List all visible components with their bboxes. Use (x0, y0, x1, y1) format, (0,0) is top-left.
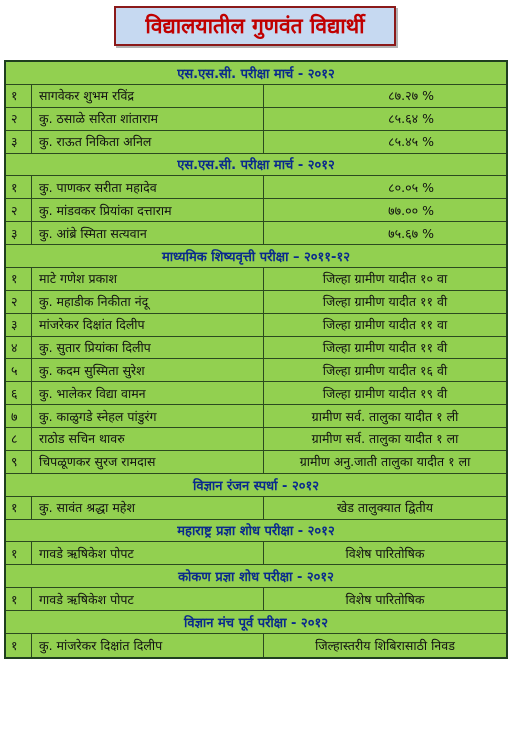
student-name: कु. सुतार प्रियांका दिलीप (32, 337, 264, 359)
result-value: ग्रामीण अनु.जाती तालुका यादीत १ ला (299, 454, 471, 470)
student-name: कु. महाडीक निकीता नंदू (32, 291, 264, 313)
table-row (6, 131, 506, 154)
student-name: मांजरेकर दिक्षांत दिलीप (32, 314, 264, 336)
table-row (6, 268, 506, 291)
result-value: जिल्हा ग्रामीण यादीत ११ वी (322, 294, 448, 310)
row-number: ६ (6, 382, 32, 404)
section-heading: महाराष्ट्र प्रज्ञा शोध परीक्षा - २०१२ (6, 520, 506, 543)
student-name: कु. पाणकर सरीता महादेव (32, 176, 264, 198)
row-number: ९ (6, 451, 32, 473)
student-name: कु. ठसाळे सरिता शांताराम (32, 108, 264, 130)
result-value: जिल्हा ग्रामीण यादीत १० वा (322, 271, 448, 287)
table-row (6, 497, 506, 520)
section-heading: एस.एस.सी. परीक्षा मार्च - २०१२ (6, 154, 506, 177)
table-row (6, 382, 506, 405)
table-row (6, 337, 506, 360)
section-heading: विज्ञान रंजन स्पर्धा - २०१२ (6, 474, 506, 497)
result-value: ग्रामीण सर्व. तालुका यादीत १ ली (311, 408, 459, 424)
result-value: जिल्हा ग्रामीण यादीत १९ वी (322, 385, 448, 401)
student-name: राठोड सचिन थावरु (32, 428, 264, 450)
student-name: कु. राऊत निकिता अनिल (32, 131, 264, 153)
student-name: कु. आंब्रे स्मिता सत्यवान (32, 222, 264, 244)
row-number: ४ (6, 337, 32, 359)
section-heading: विज्ञान मंच पूर्व परीक्षा - २०१२ (6, 611, 506, 634)
student-name: गावडे ऋषिकेश पोपट (32, 542, 264, 564)
student-name: माटे गणेश प्रकाश (32, 268, 264, 290)
student-name: कु. कदम सुस्मिता सुरेश (32, 359, 264, 381)
result-value: ८०.०५ % (388, 179, 434, 195)
page-title: विद्यालयातील गुणवंत विद्यार्थी (114, 6, 396, 46)
results-table (4, 60, 508, 659)
row-number: ७ (6, 405, 32, 427)
section-heading: माध्यमिक शिष्यवृत्ती परीक्षा – २०११-१२ (6, 245, 506, 268)
table-row (6, 428, 506, 451)
student-name: सागवेकर शुभम रविंद्र (32, 85, 264, 107)
result-value: ८७.२७ % (388, 88, 434, 104)
result-value: जिल्हास्तरीय शिबिरासाठी निवड (315, 637, 455, 653)
result-value: जिल्हा ग्रामीण यादीत ११ वी (322, 339, 448, 355)
row-number: १ (6, 542, 32, 564)
row-number: १ (6, 588, 32, 610)
result-value: ८५.४५ % (388, 134, 434, 150)
table-row (6, 359, 506, 382)
result-value: जिल्हा ग्रामीण यादीत ११ वा (322, 317, 448, 333)
result-value: विशेष पारितोषिक (345, 591, 425, 607)
table-row (6, 588, 506, 611)
result-value: ७५.६७ % (388, 225, 434, 241)
student-name: कु. मांडवकर प्रियांका दत्ताराम (32, 199, 264, 221)
table-row (6, 405, 506, 428)
table-row (6, 85, 506, 108)
table-row (6, 108, 506, 131)
table-row (6, 542, 506, 565)
table-row (6, 291, 506, 314)
student-name: कु. काळुगडे स्नेहल पांडुरंग (32, 405, 264, 427)
row-number: १ (6, 85, 32, 107)
result-value: ग्रामीण सर्व. तालुका यादीत १ ला (311, 431, 459, 447)
row-number: २ (6, 199, 32, 221)
table-row (6, 222, 506, 245)
table-row (6, 634, 506, 657)
row-number: ५ (6, 359, 32, 381)
row-number: १ (6, 634, 32, 657)
result-value: विशेष पारितोषिक (345, 545, 425, 561)
result-value: जिल्हा ग्रामीण यादीत १६ वी (322, 362, 448, 378)
table-row (6, 451, 506, 474)
row-number: ३ (6, 131, 32, 153)
table-row (6, 314, 506, 337)
student-name: चिपळूणकर सुरज रामदास (32, 451, 264, 473)
row-number: १ (6, 268, 32, 290)
student-name: गावडे ऋषिकेश पोपट (32, 588, 264, 610)
section-heading: एस.एस.सी. परीक्षा मार्च - २०१२ (6, 62, 506, 85)
table-row (6, 176, 506, 199)
section-heading: कोकण प्रज्ञा शोध परीक्षा - २०१२ (6, 565, 506, 588)
row-number: ८ (6, 428, 32, 450)
row-number: २ (6, 108, 32, 130)
row-number: १ (6, 176, 32, 198)
student-name: कु. मांजरेकर दिक्षांत दिलीप (32, 634, 264, 657)
result-value: ८५.६४ % (388, 111, 434, 127)
row-number: २ (6, 291, 32, 313)
table-row (6, 199, 506, 222)
result-value: ७७.०० % (388, 202, 434, 218)
row-number: ३ (6, 314, 32, 336)
result-value: खेड तालुक्यात द्वितीय (336, 500, 434, 516)
row-number: १ (6, 497, 32, 519)
student-name: कु. सावंत श्रद्धा महेश (32, 497, 264, 519)
row-number: ३ (6, 222, 32, 244)
student-name: कु. भालेकर विद्या वामन (32, 382, 264, 404)
